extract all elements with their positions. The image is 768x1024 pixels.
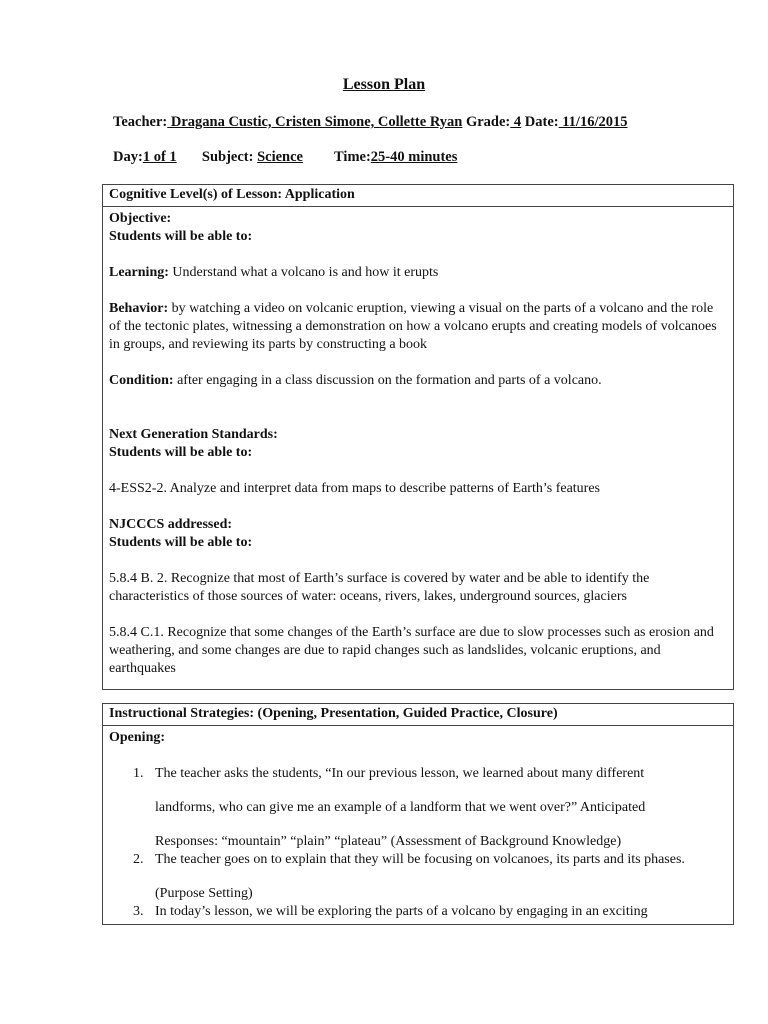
condition-text: after engaging in a class discussion on the formation and parts of a volcano.	[173, 373, 602, 388]
learning-paragraph	[109, 264, 727, 282]
list-line: In today’s lesson, we will be exploring the parts of a volcano by engaging in an exciting	[155, 904, 648, 919]
date-value: 11/16/2015	[558, 114, 628, 130]
list-item	[109, 851, 727, 903]
teacher-line	[113, 114, 627, 131]
behavior-paragraph	[109, 300, 727, 354]
instructional-heading: Instructional Strategies: (Opening, Presentation, Guided Practice, Closure)	[103, 704, 733, 726]
njcccs-swbat: Students will be able to:	[109, 535, 253, 550]
list-number: 2.	[133, 852, 144, 867]
time-value: 25-40 minutes	[370, 149, 458, 165]
list-line: The teacher asks the students, “In our previous lesson, we learned about many different	[155, 766, 645, 781]
condition-paragraph	[109, 372, 727, 390]
subject-value: Science	[257, 149, 303, 165]
instructional-box	[102, 703, 734, 925]
list-number: 3.	[133, 904, 144, 919]
learning-label: Learning:	[109, 265, 169, 280]
list-item	[109, 903, 727, 921]
page-title: Lesson Plan	[342, 76, 426, 93]
subject-label: Subject:	[201, 149, 254, 165]
ngs-swbat: Students will be able to:	[109, 445, 253, 460]
behavior-text: by watching a video on volcanic eruption, viewing a visual on the parts of a volcano and the role of the tectonic plates, witnessing a demonstration on how a volcano erupts and creating models of volcanoes in groups, and reviewing its parts by constructing a book	[109, 301, 717, 352]
cognitive-box	[102, 184, 734, 690]
grade-value: 4	[510, 114, 522, 130]
list-line: Responses: “mountain” “plain” “plateau” (Assessment of Background Knowledge)	[155, 834, 622, 849]
njcccs-label: NJCCCS addressed:	[109, 517, 233, 532]
list-number: 1.	[133, 766, 144, 781]
objective-swbat: Students will be able to:	[109, 229, 253, 244]
condition-label: Condition:	[109, 373, 174, 388]
teacher-value: Dragana Custic, Cristen Simone, Collette Ryan	[167, 114, 463, 130]
opening-list	[109, 765, 727, 921]
list-line: (Purpose Setting)	[155, 886, 253, 901]
njcccs-standard-1: 5.8.4 B. 2. Recognize that most of Earth’s surface is covered by water and be able to identify the characteristics of those sources of water: oceans, rivers, lakes, underground sources, glaciers	[109, 571, 650, 604]
ngs-text: 4-ESS2-2. Analyze and interpret data from maps to describe patterns of Earth’s features	[109, 481, 601, 496]
date-label: Date:	[524, 114, 559, 130]
teacher-label: Teacher:	[113, 114, 168, 130]
objective-label: Objective:	[109, 211, 172, 226]
opening-label: Opening:	[109, 730, 166, 745]
list-item	[109, 765, 727, 851]
cognitive-heading: Cognitive Level(s) of Lesson: Application	[103, 185, 733, 207]
njcccs-standard-2: 5.8.4 C.1. Recognize that some changes of the Earth’s surface are due to slow processes such as erosion and weathering, and some changes are due to rapid changes such as landslides, volcanic eruptions, and earthquakes	[109, 625, 714, 676]
day-label: Day:	[113, 149, 143, 165]
list-line: landforms, who can give me an example of a landform that we went over?” Anticipated	[155, 800, 646, 815]
day-line	[113, 149, 457, 166]
day-value: 1 of 1	[142, 149, 177, 165]
learning-text: Understand what a volcano is and how it erupts	[168, 265, 439, 280]
ngs-label: Next Generation Standards:	[109, 427, 278, 442]
list-line: The teacher goes on to explain that they will be focusing on volcanoes, its parts and its phases.	[155, 852, 685, 867]
behavior-label: Behavior:	[109, 301, 169, 316]
grade-label: Grade:	[465, 114, 511, 130]
time-label: Time:	[334, 149, 371, 165]
